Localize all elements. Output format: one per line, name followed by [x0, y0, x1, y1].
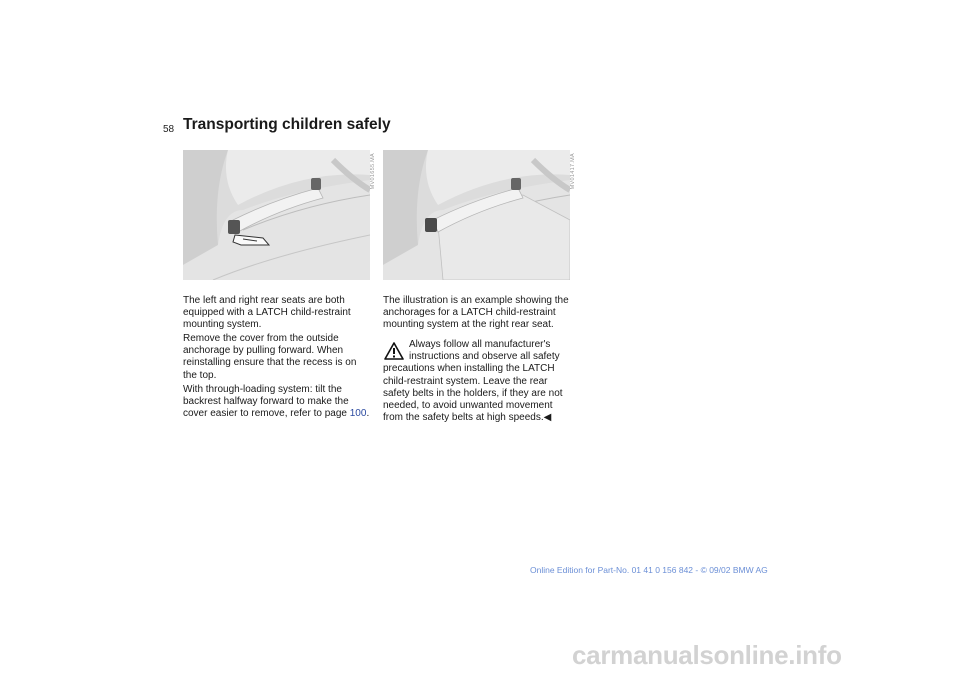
warning-line: instructions and observe all safety	[409, 351, 560, 363]
warning-line: Always follow all manufacturer's	[409, 339, 551, 351]
left-column	[183, 295, 373, 422]
figure-code: MV01417.MA	[570, 153, 576, 190]
paragraph: The illustration is an example showing the anchorages for a LATCH child-restraint mounting system at the right rear seat.	[383, 295, 569, 331]
warning-note	[383, 339, 573, 424]
page-link[interactable]: 100	[349, 407, 367, 419]
page-number: 58	[163, 124, 175, 135]
paragraph: The left and right rear seats are both equipped with a LATCH child-restraint mounting system.	[183, 295, 351, 331]
footer-edition: Online Edition for Part-No. 01 41 0 156 842 - © 09/02 BMW AG	[530, 565, 768, 575]
paragraph: Remove the cover from the outside anchorage by pulling forward. When reinstalling ensure that the recess is on the top.	[183, 333, 357, 381]
latch-anchorage-illustration	[383, 150, 570, 280]
page-title: Transporting children safely	[183, 116, 391, 133]
figure-code: MV01655.MA	[370, 153, 376, 190]
warning-triangle-icon	[384, 342, 404, 360]
warning-text: precautions when installing the LATCH child-restraint system. Leave the rear safety belts in the holders, if they are not needed, to avoid unwanted movement from the safety belts at high speeds.	[383, 363, 563, 423]
end-marker: ◀	[543, 411, 552, 423]
right-column	[383, 295, 573, 424]
seat-cover-illustration	[183, 150, 370, 280]
watermark: carmanualsonline.info	[572, 640, 842, 670]
paragraph: With through-loading system: tilt the backrest halfway forward to make the cover easier to remove, refer to page 100.	[183, 383, 370, 419]
